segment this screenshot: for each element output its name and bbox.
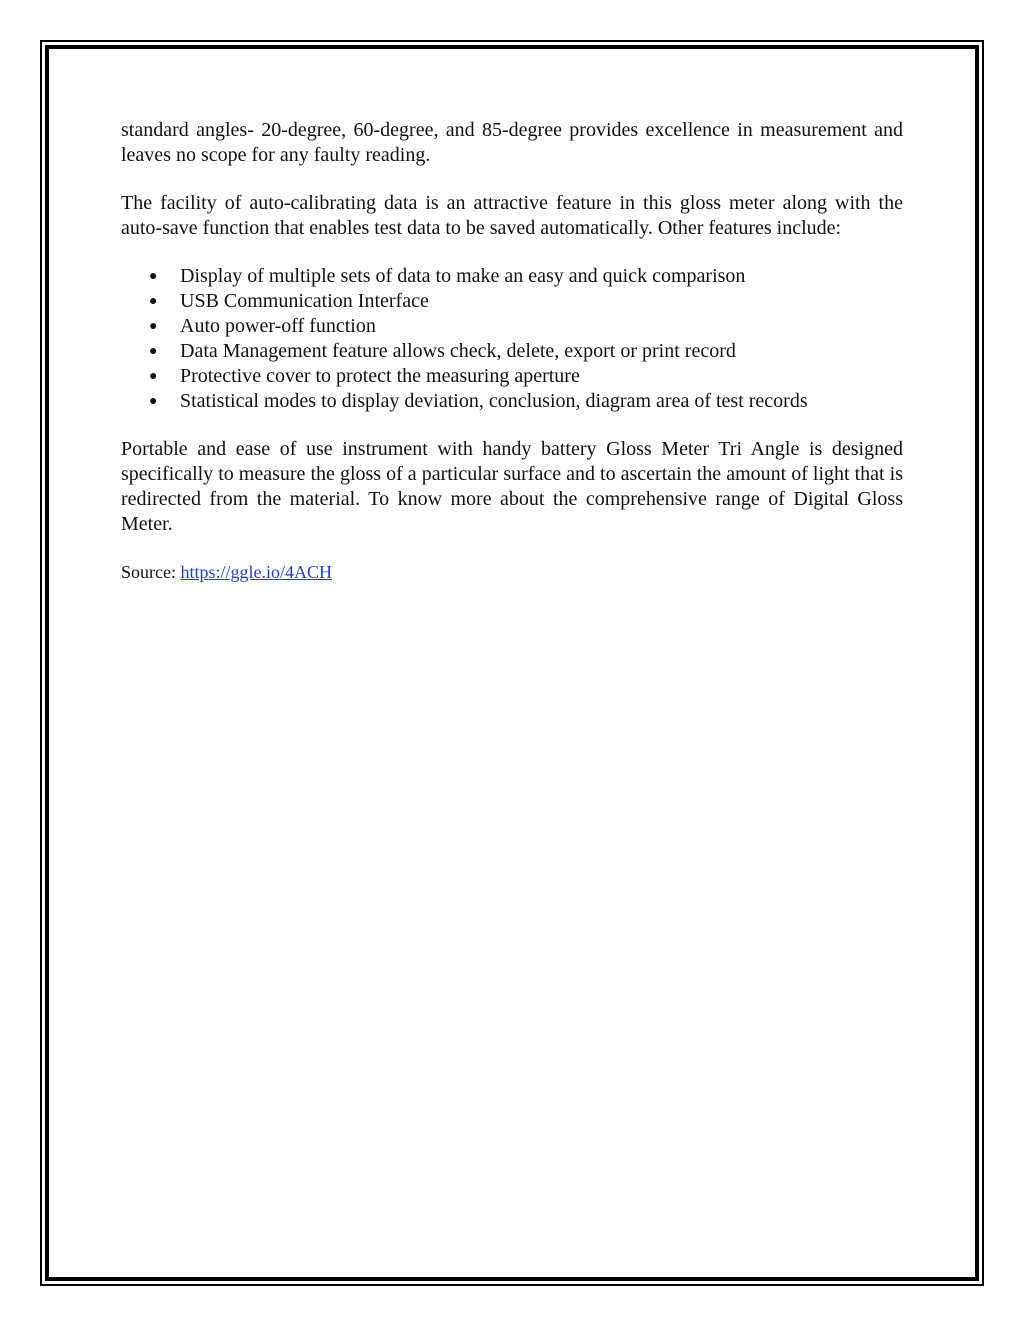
bullet-icon: ● (149, 319, 158, 334)
list-item-text: Auto power-off function (180, 315, 376, 337)
list-item (121, 364, 903, 389)
list-item (121, 389, 903, 414)
list-item-text: Protective cover to protect the measuring aperture (180, 365, 580, 387)
list-item (121, 264, 903, 289)
document-body (121, 118, 903, 585)
bullet-icon: ● (149, 269, 158, 284)
bullet-icon: ● (149, 294, 158, 309)
list-item-text: USB Communication Interface (180, 290, 429, 312)
bullet-icon: ● (149, 344, 158, 359)
source-link[interactable]: https://ggle.io/4ACH (180, 562, 332, 582)
feature-list (121, 264, 903, 414)
bullet-icon: ● (149, 369, 158, 384)
source-line (121, 560, 903, 585)
list-item (121, 289, 903, 314)
list-item (121, 314, 903, 339)
source-label: Source: (121, 562, 176, 582)
list-item-text: Display of multiple sets of data to make an easy and quick comparison (180, 265, 746, 287)
list-item-text: Data Management feature allows check, delete, export or print record (180, 340, 736, 362)
paragraph-portable: Portable and ease of use instrument with handy battery Gloss Meter Tri Angle is designed specifically to measure the gloss of a particular surface and to ascertain the amount of light that is redirected from the material. To know more about the comprehensive range of Digital Gloss Meter. (121, 438, 903, 535)
list-item-text: Statistical modes to display deviation, conclusion, diagram area of test records (180, 390, 808, 412)
list-item (121, 339, 903, 364)
paragraph-angles: standard angles- 20-degree, 60-degree, and 85-degree provides excellence in measurement and leaves no scope for any faulty reading. (121, 119, 903, 166)
paragraph-features-intro: The facility of auto-calibrating data is an attractive feature in this gloss meter along with the auto-save function that enables test data to be saved automatically. Other features include: (121, 192, 903, 239)
bullet-icon: ● (149, 394, 158, 409)
